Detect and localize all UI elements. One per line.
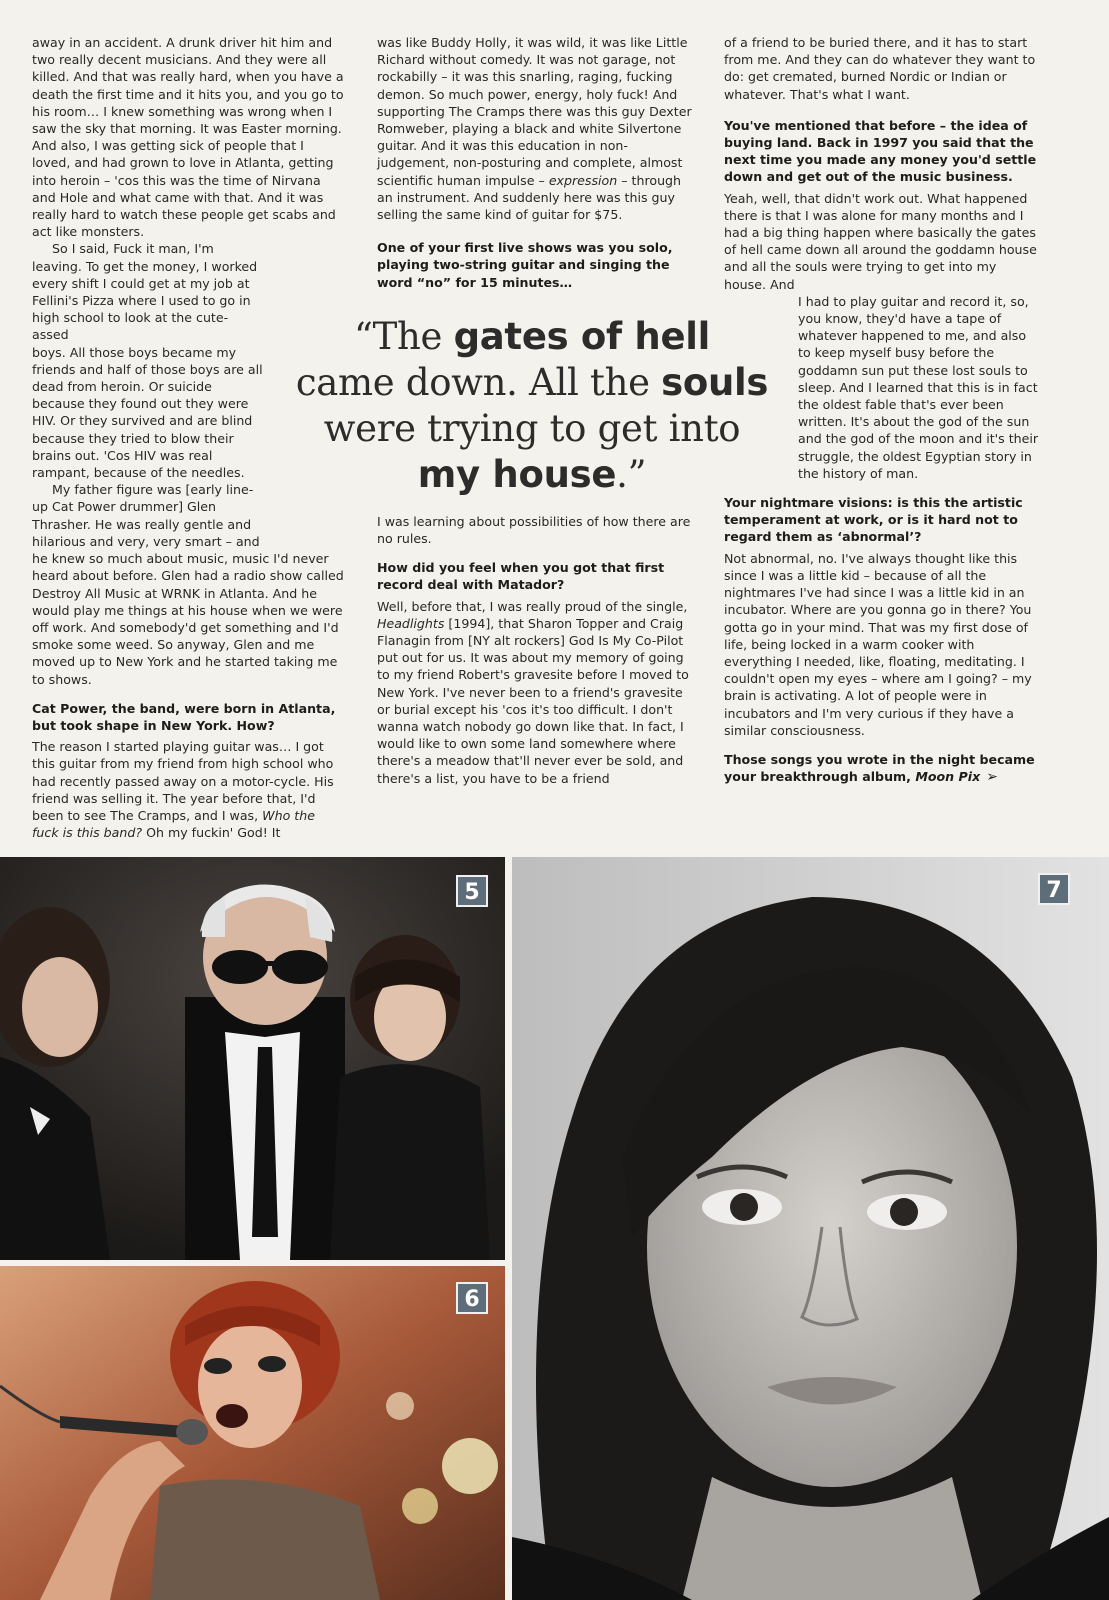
bold-text: souls bbox=[661, 361, 769, 404]
paragraph: boys. All those boys became my friends and half of those boys are all dead from heroin. Or suicide because they found out they were HIV. Or they survived and are blind because they tried to blow their brains out. 'Cos HIV was real rampant, because of the needles. bbox=[32, 344, 263, 481]
interview-question: Your nightmare visions: is this the artistic temperament at work, or is it hard not to regard them as ‘abnormal’? bbox=[724, 495, 1023, 545]
interview-question: You've mentioned that before – the idea of buying land. Back in 1997 you said that the next time you made any money you'd settle down and get out of the music business. bbox=[724, 117, 1037, 185]
pull-quote-line bbox=[282, 360, 782, 406]
text-run: Oh my fuckin' God! It bbox=[142, 825, 281, 841]
interview-question bbox=[724, 751, 1042, 786]
italic-text: Moon Pix bbox=[915, 769, 981, 785]
continue-arrow-icon: ➢ bbox=[986, 769, 998, 786]
paragraph: away in an accident. A drunk driver hit him and two really decent musicians. And they were all killed. And that was really hard, when you have a death the first time and it hits you, and you go to his room… I knew something was wrong when I saw the sky that morning. It was Easter morning. And also, I was getting sick of people that I loved, and had grown to love in Atlanta, getting into heroin – 'cos this was the time of Nirvana and Hole and what came with that. And it was really hard to watch these people get scabs and act like monsters. bbox=[32, 35, 344, 240]
photo-7-illustration bbox=[512, 857, 1109, 1600]
photo-number-badge: 6 bbox=[456, 1282, 488, 1314]
bold-text: gates of hell bbox=[453, 315, 711, 358]
photo-number-badge: 5 bbox=[456, 875, 488, 907]
paragraph: I was learning about possibilities of how there are no rules. bbox=[377, 513, 691, 547]
text-run: was like Buddy Holly, it was wild, it was like Little Richard without comedy. It was not garage, not rockabilly – it was this snarling, raging, fucking demon. So much power, energy, holy fuck! And supporting The Cramps there was this guy Dexter Romweber, playing a black and white Silvertone guitar. And it was this education in non-judgement, non-posturing and complete, almost scientific human impulse – bbox=[377, 35, 692, 188]
photo-6-illustration bbox=[0, 1266, 505, 1600]
interview-question: One of your first live shows was you solo, playing two-string guitar and singing the word “no” for 15 minutes… bbox=[377, 240, 673, 290]
text-run: – through an instrument. And suddenly here was this guy selling the same kind of guitar for $75. bbox=[377, 172, 682, 223]
interview-question: How did you feel when you got that first record deal with Matador? bbox=[377, 560, 665, 593]
text-run: The reason I started playing guitar was… I got this guitar from my friend from high school who had recently passed away on a motor-cycle. His friend was selling it. The year before that, I'd been to see The Cramps, and I was, bbox=[32, 739, 334, 823]
photo-5-illustration bbox=[0, 857, 505, 1260]
paragraph bbox=[32, 240, 264, 343]
photo-number-badge: 7 bbox=[1038, 873, 1070, 905]
text-run: “The bbox=[353, 315, 454, 358]
italic-text: expression bbox=[548, 172, 618, 188]
interview-question: Cat Power, the band, were born in Atlanta, but took shape in New York. How? bbox=[32, 700, 336, 733]
text-run: Those songs you wrote in the night became your breakthrough album, bbox=[724, 751, 1035, 785]
text-run: .” bbox=[616, 453, 647, 496]
paragraph: Yeah, well, that didn't work out. What happened there is that I was alone for many months and I had a big thing happen where basically the gates of hell came down all around the goddamn house and all the souls were trying to get into my house. And bbox=[724, 190, 1037, 292]
paragraph: Not abnormal, no. I've always thought like this since I was a little kid – because of all the nightmares I've had since I was a little kid in an incubator. Where are you gonna go in there? You gotta go in your mind. That was my first dose of life, being locked in a warm cooker with everything I needed, like, floating, meditating. I couldn't open my eyes – where am I going? – my brain is activating. A lot of people were in incubators and I'm very curious if they have a similar consciousness. bbox=[724, 550, 1032, 738]
photo-5 bbox=[0, 857, 505, 1260]
pull-quote bbox=[282, 314, 782, 498]
pull-quote-line bbox=[282, 452, 782, 498]
italic-text: Headlights bbox=[377, 615, 445, 631]
pull-quote-line: were trying to get into bbox=[323, 407, 741, 450]
paragraph: My father figure was [early line-up Cat Power drummer] Glen Thrasher. He was really gentle and hilarious and very, very smart – and bbox=[32, 482, 260, 549]
text-run: [1994], that Sharon Topper and Craig Flanagin from [NY alt rockers] God Is My Co-Pilot put out for us. It was about my memory of going to my friend Robert's gravesite before I moved to New York. I've never been to a friend's gravesite or burial except his 'cos it's too difficult. I don't wanna watch nobody go down like that. In fact, I would like to own some land somewhere where there's a meadow that'll never ever be sold, and there's a list, you have to be a friend bbox=[377, 615, 689, 786]
paragraph bbox=[32, 738, 344, 841]
paragraph bbox=[377, 598, 695, 787]
photo-6 bbox=[0, 1266, 505, 1600]
paragraph: he knew so much about music, music I'd never heard about before. Glen had a radio show called Destroy All Music at WRNK in Atlanta. And he would play me things at his house when we were off work. And somebody'd get something and I'd smoke some weed. So anyway, Glen and me moved up to New York and he started taking me to shows. bbox=[32, 551, 344, 687]
paragraph: of a friend to be buried there, and it has to start from me. And they can do whatever they want to do: get cremated, burned Nordic or Indian or whatever. That's what I want. bbox=[724, 35, 1036, 102]
paragraph bbox=[377, 34, 695, 223]
text-run: came down. All the bbox=[295, 361, 662, 404]
paragraph: I had to play guitar and record it, so, you know, they'd have a tape of whatever happened to me, and also to keep myself busy before the goddamn sun put these lost souls to sleep. And I learned that this is in fact the oldest fable that's ever been written. It's about the god of the sun and the god of the moon and it's their struggle, the oldest Egyptian story in the history of man. bbox=[798, 293, 1039, 481]
photo-7 bbox=[512, 857, 1109, 1600]
text-run: Well, before that, I was really proud of the single, bbox=[377, 598, 688, 614]
bold-text: my house bbox=[417, 453, 617, 496]
text-run: So I said, Fuck it man, I'm leaving. To get the money, I worked every shift I could get at my job at Fellini's Pizza where I used to go in high school to look at the cute-assed bbox=[32, 241, 258, 343]
pull-quote-line bbox=[282, 314, 782, 360]
italic-text: Who the fuck is this band? bbox=[32, 807, 315, 841]
